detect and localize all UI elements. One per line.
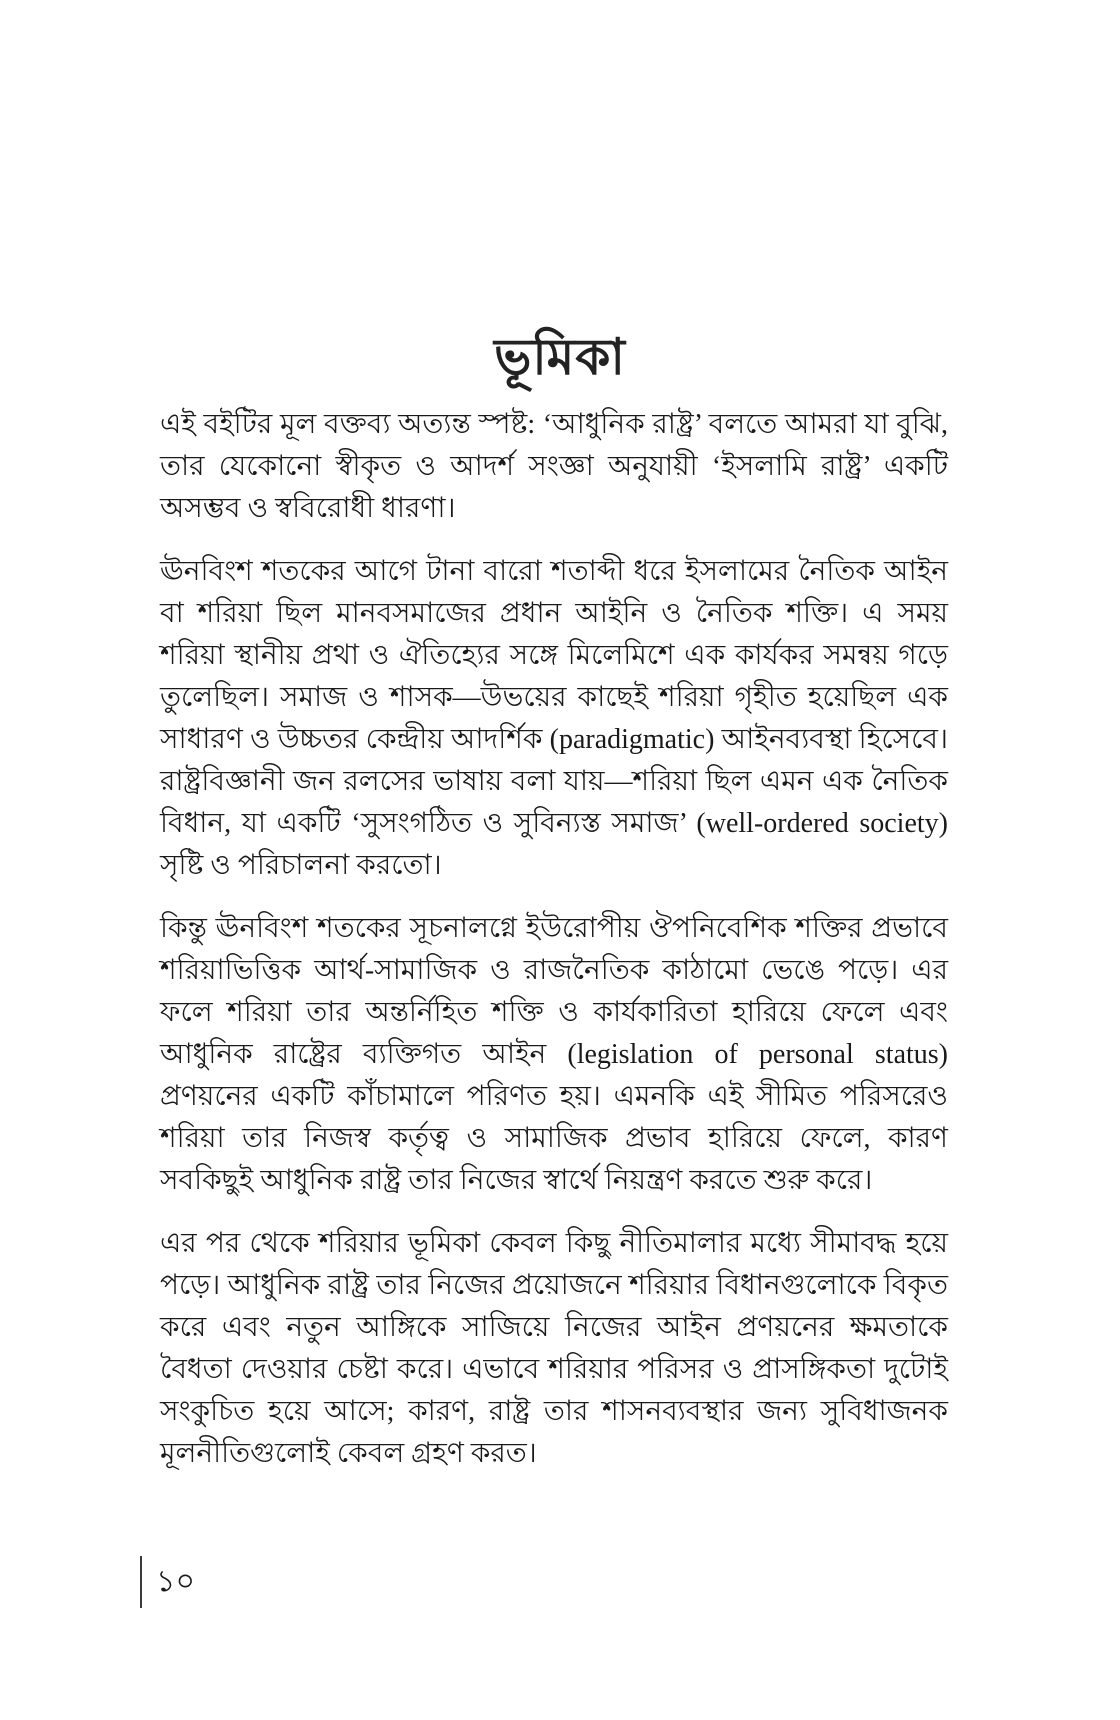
paragraph: ঊনবিংশ শতকের আগে টানা বারো শতাব্দী ধরে ইসলামের নৈতিক আইন বা শরিয়া ছিল মানবসমাজের প্রধান আইনি ও নৈতিক শক্তি। এ সময় শরিয়া স্থানীয় প্রথা ও ঐতিহ্যের সঙ্গে মিলেমিশে এক কার্যকর সমন্বয় গড়ে তুলেছিল। সমাজ ও শাসক—উভয়ের কাছেই শরিয়া গৃহীত হয়েছিল এক সাধারণ ও উচ্চতর কেন্দ্রীয় আদর্শিক (paradigmatic) আইনব্যবস্থা হিসেবে। রাষ্ট্রবিজ্ঞানী জন রলসের ভাষায় বলা যায়—শরিয়া ছিল এমন এক নৈতিক বিধান, যা একটি ‘সুসংগঠিত ও সুবিন্যস্ত সমাজ’ (well-ordered society) সৃষ্টি ও পরিচালনা করতো। xyxy=(160,556,948,881)
paragraph: কিন্তু ঊনবিংশ শতকের সূচনালগ্নে ইউরোপীয় ঔপনিবেশিক শক্তির প্রভাবে শরিয়াভিত্তিক আর্থ-সামাজিক ও রাজনৈতিক কাঠামো ভেঙে পড়ে। এর ফলে শরিয়া তার অন্তর্নিহিত শক্তি ও কার্যকারিতা হারিয়ে ফেলে এবং আধুনিক রাষ্ট্রের ব্যক্তিগত আইন (legislation of personal status) প্রণয়নের একটি কাঁচামালে পরিণত হয়। এমনকি এই সীমিত পরিসরেও শরিয়া তার নিজস্ব কর্তৃত্ব ও সামাজিক প্রভাব হারিয়ে ফেলে, কারণ সবকিছুই আধুনিক রাষ্ট্র তার নিজের স্বার্থে নিয়ন্ত্রণ করতে শুরু করে। xyxy=(160,913,948,1196)
page-footer xyxy=(140,1556,195,1608)
paragraph: এর পর থেকে শরিয়ার ভূমিকা কেবল কিছু নীতিমালার মধ্যে সীমাবদ্ধ হয়ে পড়ে। আধুনিক রাষ্ট্র তার নিজের প্রয়োজনে শরিয়ার বিধানগুলোকে বিকৃত করে এবং নতুন আঙ্গিকে সাজিয়ে নিজের আইন প্রণয়নের ক্ষমতাকে বৈধতা দেওয়ার চেষ্টা করে। এভাবে শরিয়ার পরিসর ও প্রাসঙ্গিকতা দুটোই সংকুচিত হয়ে আসে; কারণ, রাষ্ট্র তার শাসনব্যবস্থার জন্য সুবিধাজনক মূলনীতিগুলোই কেবল গ্রহণ করত। xyxy=(160,1228,948,1469)
body-paragraphs xyxy=(160,404,948,1496)
footer-rule-divider xyxy=(140,1556,142,1608)
page-title: ভূমিকা xyxy=(494,328,626,385)
page-number: ১০ xyxy=(156,1565,195,1598)
paragraph: এই বইটির মূল বক্তব্য অত্যন্ত স্পষ্ট: ‘আধুনিক রাষ্ট্র’ বলতে আমরা যা বুঝি, তার যেকোনো স্বীকৃত ও আদর্শ সংজ্ঞা অনুযায়ী ‘ইসলামি রাষ্ট্র’ একটি অসম্ভব ও স্ববিরোধী ধারণা। xyxy=(160,409,948,524)
